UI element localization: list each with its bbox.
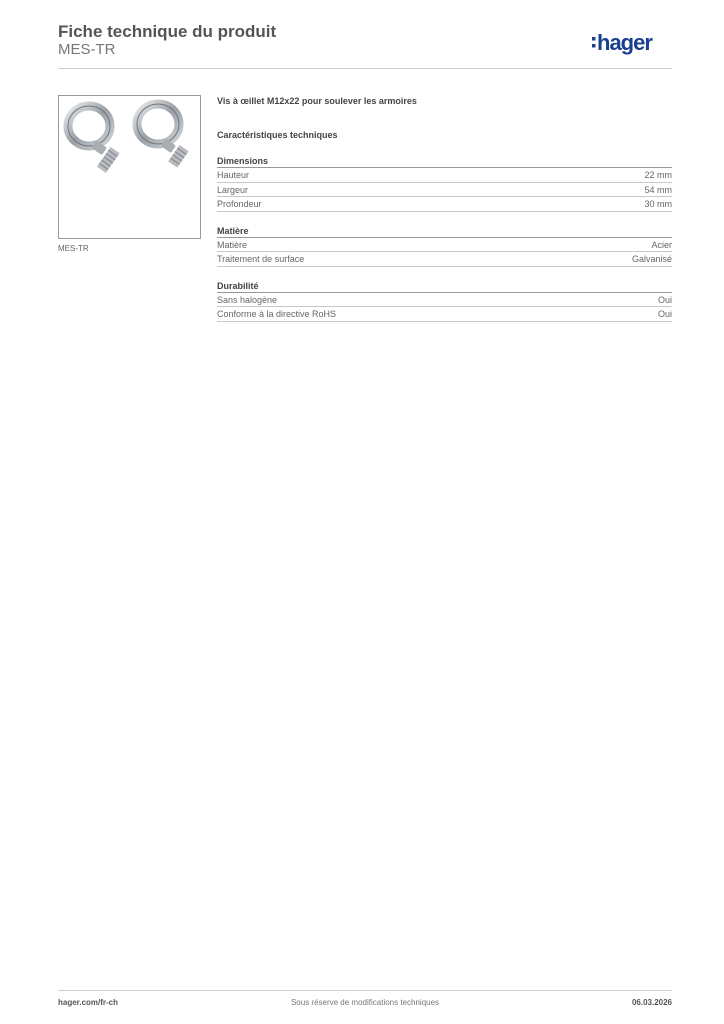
spec-label: Conforme à la directive RoHS: [217, 309, 337, 319]
spec-group-durability: [217, 281, 672, 322]
section-title: Caractéristiques techniques: [217, 130, 338, 140]
document-title: Fiche technique du produit: [58, 22, 277, 41]
spec-row: [217, 168, 672, 183]
spec-value: Galvanisé: [631, 254, 672, 264]
hager-logo: [592, 28, 672, 58]
spec-value: Oui: [657, 294, 672, 305]
spec-value: 22 mm: [644, 170, 672, 180]
group-title: Durabilité: [217, 281, 672, 293]
spec-value: 30 mm: [644, 199, 672, 209]
spec-label: Traitement de surface: [217, 254, 305, 264]
logo-text: hager: [597, 30, 652, 55]
header-divider: [58, 68, 672, 69]
website-link[interactable]: hager.com/fr-ch: [58, 998, 119, 1007]
spec-row: [217, 183, 672, 198]
spec-label: Profondeur: [217, 199, 262, 209]
spec-value: Acier: [651, 239, 672, 250]
spec-row: [217, 238, 672, 253]
page-footer: [58, 998, 672, 1012]
group-title: Matière: [217, 226, 672, 238]
spec-label: Largeur: [217, 184, 249, 195]
spec-row: [217, 252, 672, 267]
product-code: MES-TR: [58, 41, 116, 58]
footer-date: 06.03.2026: [631, 998, 672, 1007]
spec-content: [217, 96, 672, 322]
spec-label: Hauteur: [217, 170, 250, 180]
spec-row: [217, 307, 672, 322]
footer-disclaimer: Sous réserve de modifications techniques: [290, 998, 440, 1007]
spec-group-dimensions: [217, 156, 672, 212]
spec-label: Matière: [217, 239, 248, 250]
group-title: Dimensions: [217, 156, 672, 168]
product-image: [58, 95, 201, 239]
spec-group-material: [217, 226, 672, 267]
page-header: [58, 22, 672, 70]
product-description: Vis à œillet M12x22 pour soulever les armoires: [217, 96, 417, 106]
footer-divider: [58, 990, 672, 991]
spec-value: Oui: [657, 309, 672, 319]
eye-bolt-icon: [59, 96, 202, 240]
spec-value: 54 mm: [644, 184, 672, 195]
spec-row: [217, 197, 672, 212]
spec-row: [217, 293, 672, 308]
image-caption: MES-TR: [58, 244, 89, 253]
spec-label: Sans halogène: [217, 294, 278, 305]
